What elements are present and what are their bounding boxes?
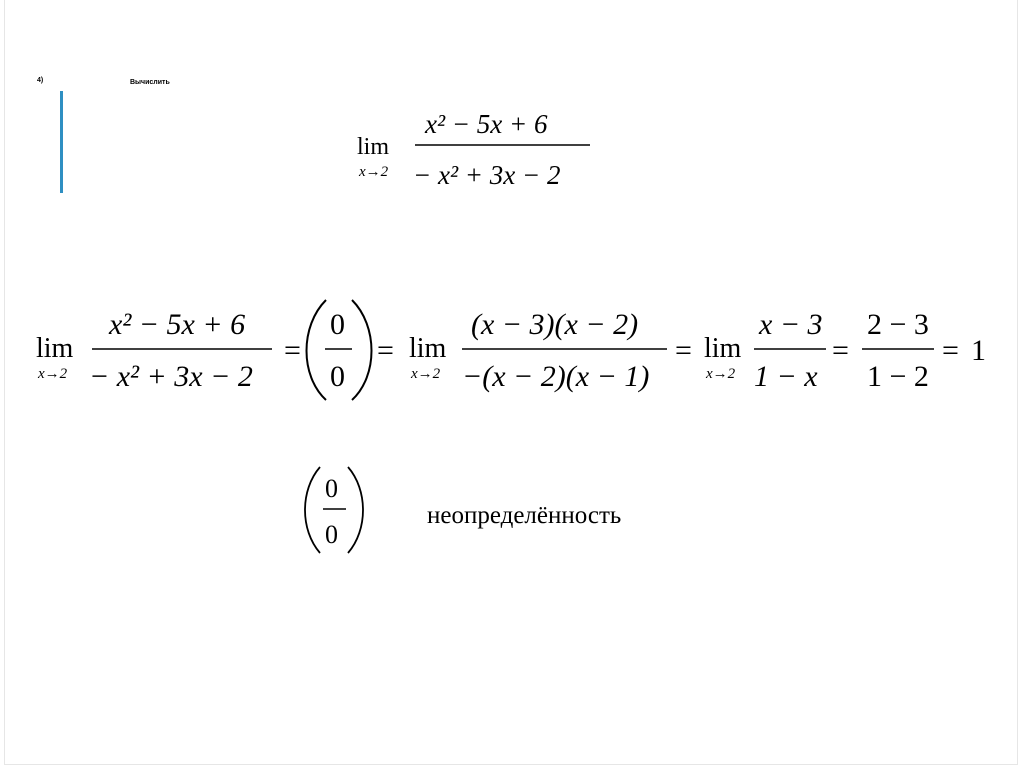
- solution-formula: [34, 296, 1004, 406]
- equals-sign: =: [832, 334, 849, 367]
- zero-bottom: 0: [330, 360, 345, 393]
- numerator: x² − 5x + 6: [109, 308, 246, 341]
- denominator: − x² + 3x − 2: [89, 360, 253, 393]
- substituted-denominator: 1 − 2: [867, 360, 929, 393]
- substituted-numerator: 2 − 3: [867, 308, 929, 341]
- zero-bottom: 0: [325, 520, 338, 549]
- zero-top: 0: [325, 474, 338, 503]
- equals-sign: =: [377, 334, 394, 367]
- lim-label: lim: [36, 333, 74, 364]
- lim-subscript: x→2: [706, 366, 736, 382]
- left-paren: [305, 467, 320, 553]
- task-number: 4): [37, 77, 44, 84]
- left-paren: [307, 300, 327, 400]
- lim-subscript: x→2: [411, 366, 441, 382]
- problem-formula: [355, 100, 615, 200]
- result-value: 1: [971, 334, 986, 367]
- equals-sign: =: [942, 334, 959, 367]
- lim-subscript: x→2: [38, 366, 68, 382]
- equals-sign: =: [284, 334, 301, 367]
- lim-label: lim: [409, 333, 447, 364]
- right-paren: [352, 300, 372, 400]
- denominator: − x² + 3x − 2: [413, 160, 561, 190]
- lim-subscript: x→2: [359, 164, 389, 180]
- factored-denominator: −(x − 2)(x − 1): [462, 360, 650, 393]
- zero-top: 0: [330, 308, 345, 341]
- reduced-denominator: 1 − x: [754, 360, 818, 393]
- factored-numerator: (x − 3)(x − 2): [471, 308, 639, 341]
- equals-sign: =: [675, 334, 692, 367]
- task-instruction: Вычислить: [130, 79, 170, 86]
- lim-label: lim: [704, 333, 742, 364]
- indeterminate-term: неопределённость: [427, 502, 622, 529]
- reduced-numerator: x − 3: [759, 308, 823, 341]
- lim-label: lim: [357, 134, 390, 160]
- right-paren: [348, 467, 363, 553]
- accent-bar: [60, 91, 63, 193]
- numerator: x² − 5x + 6: [425, 109, 548, 139]
- indeterminate-form: [300, 465, 370, 555]
